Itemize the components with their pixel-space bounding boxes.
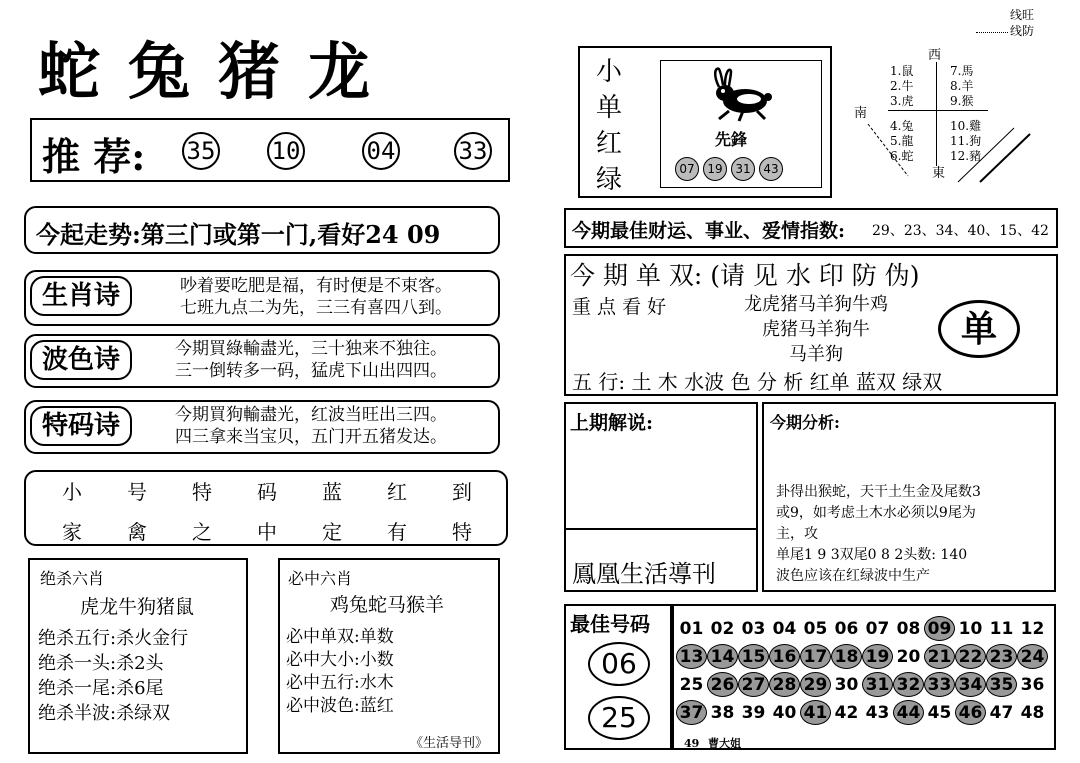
riddle-char: 号 [127,480,147,504]
riddle-char: 小 [62,480,82,504]
grid-number: 10 [958,619,983,639]
grid-number: 37 [676,700,707,725]
rabbit-icon [705,65,775,123]
odd-even-lines [706,292,926,367]
pioneer-banner: 先鋒 [715,130,748,149]
index-label: 今期最佳财运、事业、爱情指数: [572,220,846,242]
grid-number: 14 [707,644,738,669]
grid-number: 13 [676,644,707,669]
zodiac-item: 7.馬 [950,64,974,78]
riddle-char: 特 [192,480,212,504]
grid-number: 11 [989,619,1014,639]
zodiac-item: 9.猴 [950,94,974,108]
recommend-number: 04 [362,132,400,170]
pioneer-balls [675,157,787,181]
last-explain-title: 上期解说: [570,412,654,434]
grid-number: 38 [710,703,735,723]
kill-line: 绝杀五行:杀火金行 [38,628,189,649]
riddle-char: 蓝 [322,480,342,504]
grid-number: 39 [741,703,766,723]
riddle-char: 之 [192,520,212,544]
zodiac-item: 3.虎 [890,94,914,108]
small-single-chars [596,54,622,198]
brand-label: 鳳凰生活導刊 [572,560,716,588]
zodiac-item: 12.豬 [950,149,982,163]
wave-poem-box [24,334,500,388]
odd-even-header: 今 期 单 双: (请 见 水 印 防 伪) [570,261,920,290]
riddle-row [62,516,472,545]
riddle-char: 禽 [127,520,147,544]
analysis-line: 单尾1 9 3双尾0 8 2头数: 140 [776,547,968,563]
west-label: 西 [928,48,942,63]
must-line: 必中波色:蓝红 [286,696,394,716]
must-line: 必中大小:小数 [286,650,394,670]
grid-number: 45 [927,703,952,723]
zodiac-poem-label: 生肖诗 [30,276,132,316]
grid-number: 07 [865,619,890,639]
riddle-char: 特 [452,520,472,544]
analysis-title: 今期分析: [770,413,840,432]
last-explain-divider [566,528,756,530]
grid-number: 16 [769,644,800,669]
riddle-char: 中 [257,520,277,544]
best-number: 25 [588,696,650,740]
wuxing-line: 五 行: 土 木 水波 色 分 析 红单 蓝双 绿双 [572,370,943,394]
poem-line: 吵着要吃肥是福，有时便是不束客。 [180,276,452,296]
grid-number: 25 [679,675,704,695]
best-title: 最佳号码 [570,612,650,636]
grid-number: 30 [834,675,859,695]
vertical-char: 红 [596,129,623,159]
grid-number: 08 [896,619,921,639]
grid-number: 33 [924,672,955,697]
must-line: 必中五行:水木 [286,673,394,693]
grid-number: 17 [800,644,831,669]
recommend-number: 33 [454,132,492,170]
zodiac-item: 10.雞 [950,119,982,133]
poem-line: 三一倒转多一码，猛虎下山出四四。 [175,361,447,381]
must-six-box [278,558,500,754]
grid-number: 05 [803,619,828,639]
poem-line: 七班九点二为先，三三有喜四八到。 [180,298,452,318]
zodiac-item: 8.羊 [950,79,974,93]
corner-top: 线旺 [1010,8,1035,22]
analysis-line: 主，攻 [776,526,818,542]
grid-last-number: 49 [684,737,700,750]
grid-number: 20 [896,647,921,667]
recommend-label: 推 荐: [42,134,146,179]
grid-number: 04 [772,619,797,639]
special-poem-box [24,400,500,454]
grid-number: 22 [955,644,986,669]
grid-number: 46 [955,700,986,725]
zodiac-line: 马羊狗 [789,344,843,365]
zodiac-item: 5.龍 [890,134,914,148]
grid-number: 42 [834,703,859,723]
corner-bottom: 线防 [1010,24,1035,38]
left-items [890,64,913,164]
grid-number: 02 [710,619,735,639]
riddle-box [24,470,508,546]
zodiac-item: 11.狗 [950,134,982,148]
zodiac-line: 虎猪马羊狗牛 [762,319,870,340]
riddle-row [62,476,472,505]
source-label: 《生活导刊》 [410,736,489,751]
page-title: 蛇兔猪龙 [38,35,399,108]
best-box [564,604,672,750]
zodiac-item: 6.蛇 [890,149,914,163]
grid-number: 31 [862,672,893,697]
grid-number: 19 [862,644,893,669]
east-label: 東 [932,166,946,181]
index-values: 29、23、34、40、15、42 [872,223,1049,239]
recommend-number: 35 [182,132,220,170]
kill-line: 绝杀半波:杀绿双 [38,703,171,724]
grid-row [676,644,1054,672]
grid-number: 23 [986,644,1017,669]
analysis-line: 波色应该在红绿波中生产 [776,568,930,584]
number-ball: 31 [731,157,755,181]
grid-number: 12 [1020,619,1045,639]
wave-poem-label: 波色诗 [30,340,132,380]
grid-number: 36 [1020,675,1045,695]
vertical-char: 单 [596,93,623,123]
small-single-box [578,46,832,198]
zodiac-item: 4.兔 [890,119,914,133]
poem-line: 四三拿来当宝贝，五门开五猪发达。 [175,427,447,447]
south-label: 南 [854,106,868,121]
grid-row [676,700,1054,728]
number-grid-box [672,604,1056,750]
kill-line: 绝杀一尾:杀6尾 [38,678,164,699]
riddle-char: 到 [452,480,472,504]
grid-number: 27 [738,672,769,697]
kill-six-zodiacs: 虎龙牛狗猪鼠 [80,596,195,618]
must-six-zodiacs: 鸡兔蛇马猴羊 [330,594,445,616]
riddle-char: 码 [257,480,277,504]
kill-six-lines [38,626,188,726]
right-items [950,64,981,164]
grid-number: 28 [769,672,800,697]
kill-six-title: 绝杀六肖 [40,569,105,588]
grid-number: 43 [865,703,890,723]
recommend-box [30,118,510,182]
riddle-char: 红 [387,480,407,504]
grid-number: 44 [893,700,924,725]
grid-row [676,616,1054,644]
grid-number: 34 [955,672,986,697]
grid-number: 03 [741,619,766,639]
must-line: 必中单双:单数 [286,627,394,647]
trend-text: 今起走势:第三门或第一门,看好24 09 [36,220,441,249]
number-ball: 19 [703,157,727,181]
grid-number: 29 [800,672,831,697]
best-number: 06 [588,642,650,686]
poem-line: 今期買綠輸盡光，三十独来不独往。 [175,339,447,359]
grid-row [676,672,1054,700]
number-grid [676,616,1054,728]
riddle-char: 家 [62,520,82,544]
analysis-box [762,402,1056,592]
grid-number: 35 [986,672,1017,697]
grid-number: 48 [1020,703,1045,723]
number-ball: 07 [675,157,699,181]
grid-number: 32 [893,672,924,697]
grid-number: 06 [834,619,859,639]
odd-even-box [564,254,1058,396]
vertical-char: 小 [596,57,623,87]
grid-number: 40 [772,703,797,723]
must-six-lines [286,626,394,718]
big-char-circle: 单 [938,300,1020,358]
analysis-line: 或9，如考虑土木水必须以9尾为 [776,505,976,521]
special-poem-label: 特码诗 [30,406,132,446]
grid-number: 47 [989,703,1014,723]
zodiac-line: 龙虎猪马羊狗牛鸡 [744,294,888,315]
grid-footer: 曹大姐 [708,737,741,750]
compass [848,6,1072,192]
zodiac-item: 2.牛 [890,79,914,93]
grid-number: 18 [831,644,862,669]
analysis-line: 卦得出猴蛇，天干土生金及尾数3 [776,484,981,500]
must-six-title: 必中六肖 [288,569,353,588]
odd-even-focus: 重 点 看 好 [572,296,667,318]
grid-number: 09 [924,616,955,641]
number-ball: 43 [759,157,783,181]
riddle-char: 有 [387,520,407,544]
zodiac-item: 1.鼠 [890,64,914,78]
grid-number: 24 [1017,644,1048,669]
last-explain-box [564,402,758,592]
grid-number: 41 [800,700,831,725]
kill-six-box [28,558,248,754]
grid-number: 26 [707,672,738,697]
grid-number: 21 [924,644,955,669]
grid-number: 15 [738,644,769,669]
index-box [564,208,1058,248]
zodiac-poem-box [24,270,500,326]
recommend-number: 10 [267,132,305,170]
riddle-char: 定 [322,520,342,544]
pioneer-panel [660,60,822,188]
vertical-char: 绿 [596,165,623,195]
kill-line: 绝杀一头:杀2头 [38,653,164,674]
trend-box [24,206,500,254]
grid-number: 01 [679,619,704,639]
analysis-lines [776,482,981,587]
poem-line: 今期買狗輸盡光，红波当旺出三四。 [175,405,447,425]
